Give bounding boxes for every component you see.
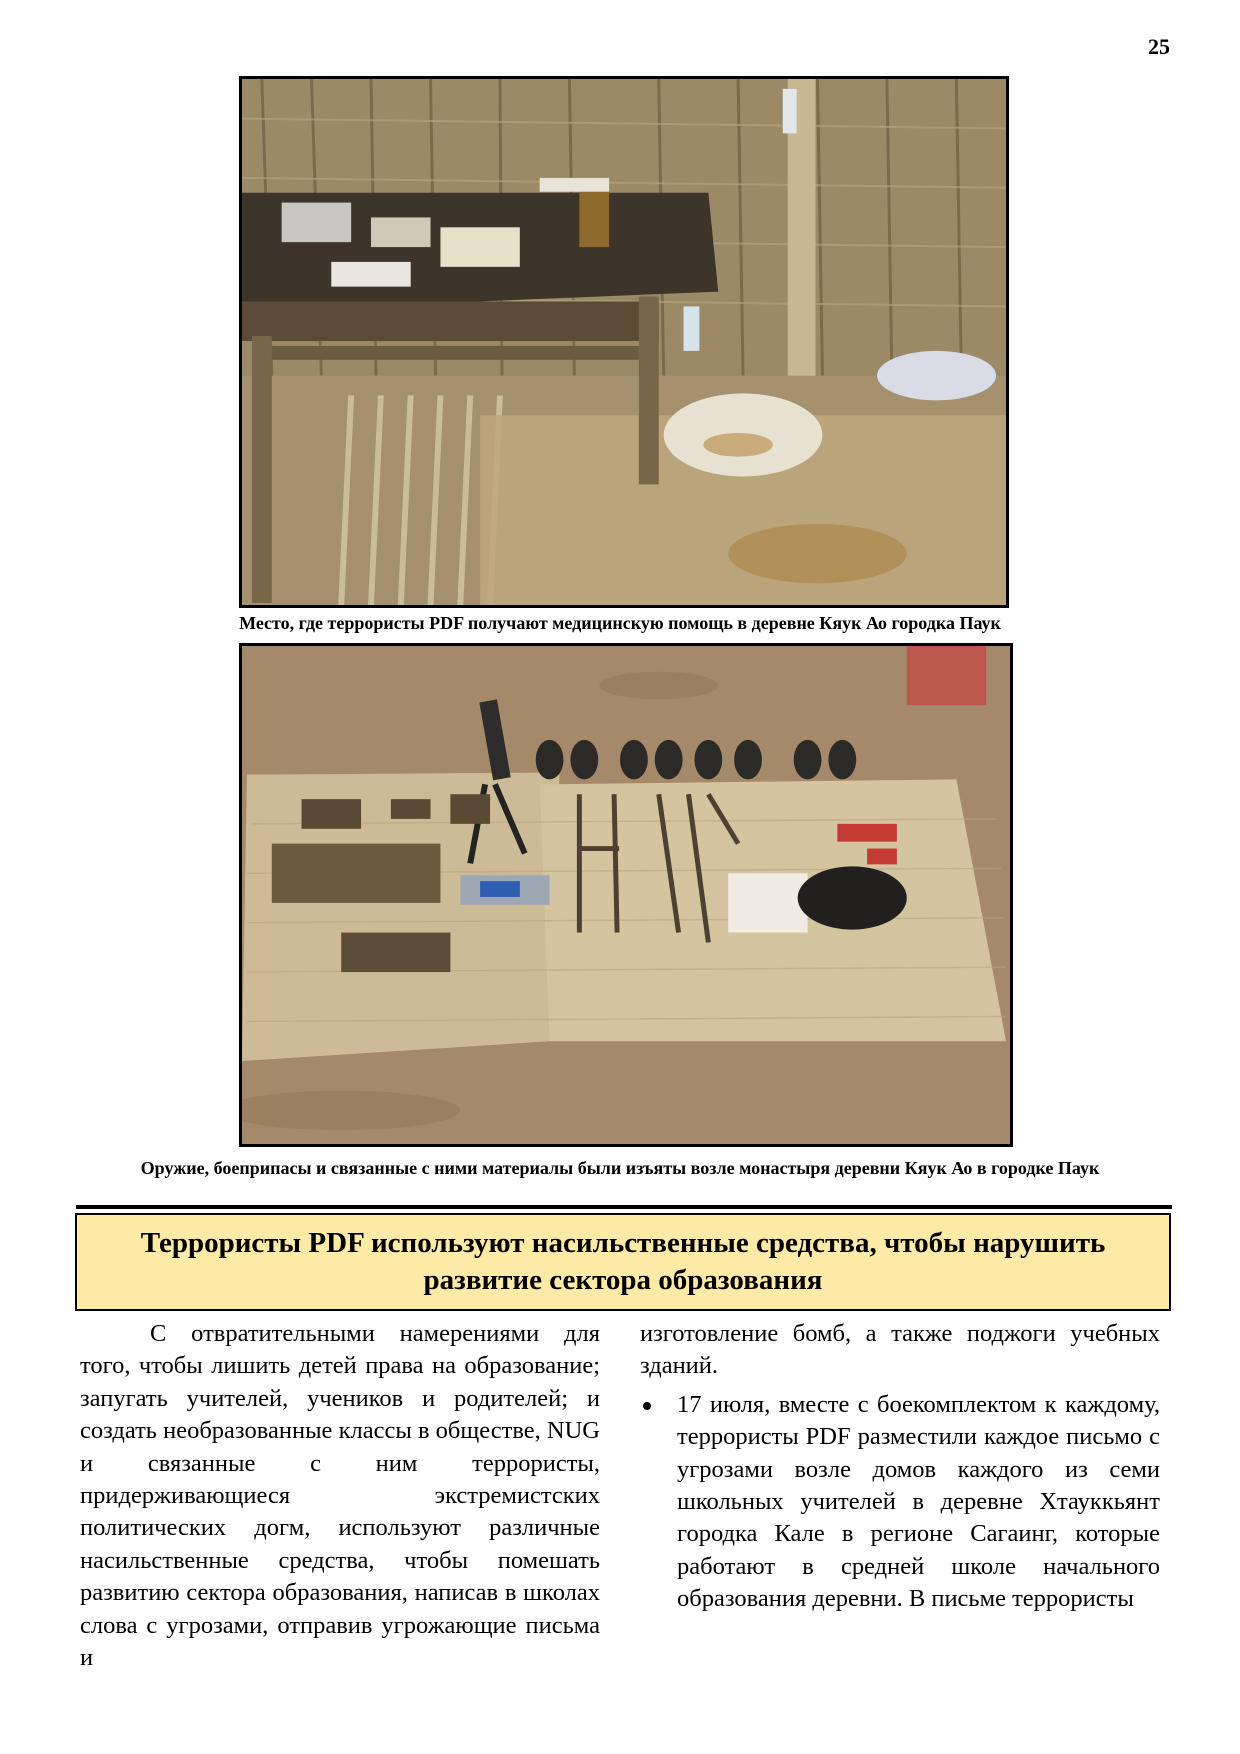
bullet-text: 17 июля, вместе с боекомплектом к каждому, террористы PDF разместили каждое письмо с угрозами возле домов каждого из семи школьных учителей в деревне Хтауккьянт городка Кале в регионе Сагаинг, которые работают в средней школе начального образования деревни. В письме террористы — [677, 1390, 1160, 1613]
bullet-icon — [643, 1402, 651, 1410]
left-column — [80, 1318, 600, 1674]
section-divider — [76, 1205, 1172, 1209]
bullet-item — [640, 1389, 1160, 1616]
photo-medical-station — [239, 76, 1009, 608]
right-column — [640, 1318, 1160, 1616]
photo-seized-weapons — [239, 643, 1013, 1147]
figure-caption-1: Место, где террористы PDF получают медицинскую помощь в деревне Кяук Ао городка Паук — [239, 613, 1001, 633]
figure-caption-2: Оружие, боеприпасы и связанные с ними материалы были изъяты возле монастыря деревни Кяук Ао в городке Паук — [140, 1158, 1100, 1178]
body-paragraph-continued: изготовление бомб, а также поджоги учебных зданий. — [640, 1320, 1160, 1380]
page-number: 25 — [1148, 34, 1170, 59]
body-paragraph: С отвратительными намерениями для того, чтобы лишить детей права на образование; запугать учителей, учеников и родителей; и создать необразованные классы в обществе, NUG и связанные с ним террористы, придерживающиеся экстремистских политических догм, используют различные насильственные средства, чтобы помешать развитию сектора образования, написав в школах слова с угрозами, отправив угрожающие письма и — [80, 1320, 600, 1672]
section-heading: Террористы PDF используют насильственные средства, чтобы нарушить развитие сектора образования — [75, 1213, 1171, 1311]
